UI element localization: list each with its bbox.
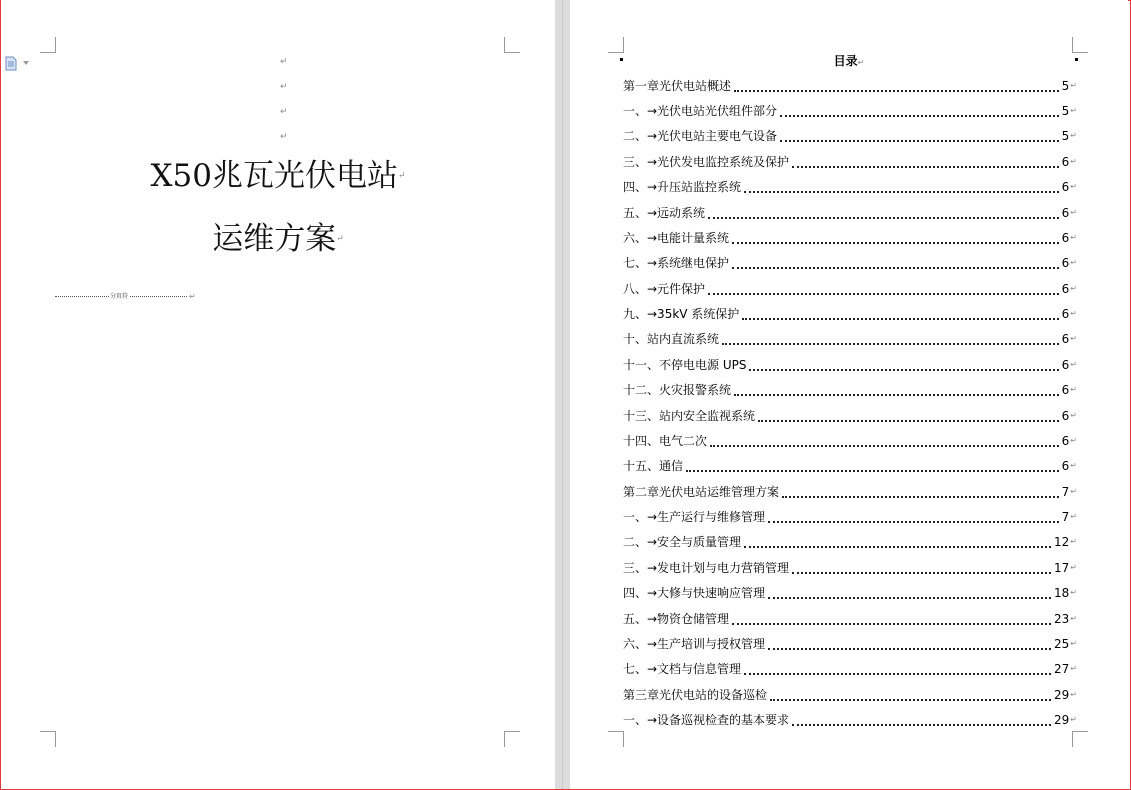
toc-heading-text: 目录 (833, 54, 858, 68)
toc-page-number: 6 (1061, 307, 1070, 322)
toc-entry[interactable] (623, 530, 1077, 555)
cover-page (1, 0, 555, 788)
paragraph-mark: ↵ (1070, 309, 1077, 319)
paragraph-mark: ↵ (189, 292, 196, 301)
crop-mark-top-left (40, 37, 56, 53)
toc-entry[interactable] (623, 200, 1077, 225)
paragraph-mark: ↵ (280, 57, 288, 67)
toc-dot-leader (792, 166, 1059, 168)
paragraph-mark: ↵ (1070, 80, 1077, 90)
toc-page-number: 7 (1061, 510, 1070, 525)
toc-dot-leader (708, 217, 1059, 219)
toc-dot-leader (744, 546, 1051, 548)
toc-page-number: 6 (1061, 230, 1070, 245)
toc-page-number: 6 (1061, 459, 1070, 474)
crop-mark-top-right (1072, 37, 1088, 53)
paragraph-mark: ↵ (1070, 613, 1077, 623)
toc-dot-leader (744, 191, 1059, 193)
toc-page-number: 5 (1061, 129, 1070, 144)
paragraph-mark: ↵ (1070, 258, 1077, 268)
toc-entry[interactable] (623, 454, 1077, 479)
toc-dot-leader (722, 343, 1059, 345)
toc-heading (570, 52, 1128, 69)
toc-entry-text: 二、→安全与质量管理 (623, 535, 742, 550)
toc-entry-text: 一、→生产运行与维修管理 (623, 510, 766, 525)
paragraph-mark: ↵ (1070, 156, 1077, 166)
toc-entry[interactable] (623, 73, 1077, 98)
toc-entry[interactable] (623, 403, 1077, 428)
toc-page-number: 5 (1061, 104, 1070, 119)
toc-dot-leader (792, 572, 1051, 574)
toc-dot-leader (782, 496, 1059, 498)
toc-dot-leader (686, 470, 1059, 472)
paragraph-mark: ↵ (280, 132, 288, 142)
toc-entry[interactable] (623, 301, 1077, 326)
toc-entry[interactable] (623, 225, 1077, 250)
toc-page-number: 6 (1061, 256, 1070, 271)
paragraph-mark: ↵ (1070, 207, 1077, 217)
toc-dot-leader (732, 267, 1059, 269)
toc-entry[interactable] (623, 98, 1077, 123)
paragraph-mark: ↵ (1070, 232, 1077, 242)
toc-entry[interactable] (623, 555, 1077, 580)
toc-dot-leader (732, 623, 1051, 625)
toc-entry[interactable] (623, 504, 1077, 529)
toc-page-number: 6 (1061, 180, 1070, 195)
toc-entry[interactable] (623, 251, 1077, 276)
toc-dot-leader (749, 369, 1058, 371)
toc-entry[interactable] (623, 479, 1077, 504)
toc-dot-leader (770, 699, 1051, 701)
toc-entry[interactable] (623, 707, 1077, 732)
toc-entry-text: 八、→元件保护 (623, 281, 706, 296)
toc-entry[interactable] (623, 124, 1077, 149)
toc-page-number: 6 (1061, 332, 1070, 347)
toc-page-number: 29 (1054, 687, 1070, 702)
toc-entry-text: 十三、站内安全监视系统 (623, 408, 756, 423)
toc-page (570, 0, 1128, 788)
paragraph-mark: ↵ (1070, 182, 1077, 192)
toc-entry[interactable] (623, 606, 1077, 631)
toc-page-number: 6 (1061, 281, 1070, 296)
toc-dot-leader (732, 242, 1059, 244)
paragraph-mark: ↵ (1070, 715, 1077, 725)
chevron-down-icon[interactable] (22, 60, 30, 66)
paragraph-mark: ↵ (1070, 512, 1077, 522)
paragraph-mark: ↵ (336, 234, 344, 244)
toc-entry[interactable] (623, 352, 1077, 377)
toc-page-number: 12 (1054, 535, 1070, 550)
toc-entry-text: 十、站内直流系统 (623, 332, 720, 347)
toc-entry[interactable] (623, 149, 1077, 174)
toc-entry-text: 七、→文档与信息管理 (623, 662, 742, 677)
toc-entry-text: 二、→光伏电站主要电气设备 (623, 129, 778, 144)
toc-entry-text: 十二、火灾报警系统 (623, 383, 732, 398)
toc-entry-text: 第二章光伏电站运维管理方案 (623, 484, 780, 499)
toc-page-number: 6 (1061, 357, 1070, 372)
toc-entry-text: 五、→物资仓储管理 (623, 611, 730, 626)
toc-page-number: 7 (1061, 484, 1070, 499)
paragraph-mark: ↵ (1070, 486, 1077, 496)
toc-entry[interactable] (623, 657, 1077, 682)
toc-entry-text: 第三章光伏电站的设备巡检 (623, 687, 768, 702)
toc-page-number: 6 (1061, 205, 1070, 220)
toc-page-number: 6 (1061, 154, 1070, 169)
toc-entry[interactable] (623, 631, 1077, 656)
toc-entry-text: 十四、电气二次 (623, 433, 708, 448)
toc-entry-text: 四、→升压站监控系统 (623, 180, 742, 195)
toc-page-number: 6 (1061, 408, 1070, 423)
toc-dot-leader (708, 293, 1059, 295)
paragraph-mark: ↵ (1070, 461, 1077, 471)
toc-dot-leader (768, 521, 1059, 523)
crop-mark-top-right (504, 37, 520, 53)
page-break[interactable] (55, 291, 195, 299)
toc-dot-leader (710, 445, 1059, 447)
toc-page-number: 25 (1054, 636, 1070, 651)
paragraph-mark: ↵ (1070, 689, 1077, 699)
paragraph-mark: ↵ (397, 171, 406, 181)
toc-dot-leader (742, 318, 1058, 320)
toc-page-number: 6 (1061, 433, 1070, 448)
title-line-2: 运维方案 (212, 221, 337, 257)
toc-entry-text: 一、→设备巡视检查的基本要求 (623, 713, 790, 728)
toc-dot-leader (792, 724, 1051, 726)
toc-entry[interactable] (623, 682, 1077, 707)
crop-mark-bottom-right (1072, 731, 1088, 747)
toc-entry-text: 一、→光伏电站光伏组件部分 (623, 104, 778, 119)
document-subtitle (1, 221, 555, 257)
toc-dot-leader (734, 394, 1059, 396)
toc-entry[interactable] (623, 175, 1077, 200)
toc-list (623, 73, 1077, 733)
toc-page-number: 29 (1054, 713, 1070, 728)
paragraph-mark: ↵ (857, 58, 865, 67)
toc-entry-text: 三、→发电计划与电力营销管理 (623, 560, 790, 575)
paragraph-mark: ↵ (1070, 385, 1077, 395)
paragraph-mark: ↵ (1070, 410, 1077, 420)
toc-dot-leader (780, 115, 1059, 117)
toc-entry-text: 十一、不停电电源 UPS (623, 357, 747, 372)
crop-mark-bottom-right (504, 731, 520, 747)
toc-entry-text: 五、→远动系统 (623, 205, 706, 220)
toc-page-number: 5 (1061, 78, 1070, 93)
toc-entry-text: 十五、通信 (623, 459, 684, 474)
paragraph-mark: ↵ (1070, 562, 1077, 572)
toc-entry-text: 六、→电能计量系统 (623, 230, 730, 245)
toc-entry[interactable] (623, 327, 1077, 352)
paragraph-mark: ↵ (280, 107, 288, 117)
toc-page-number: 27 (1054, 662, 1070, 677)
page-separator (562, 0, 563, 789)
paragraph-mark: ↵ (1070, 283, 1077, 293)
toc-entry-text: 四、→大修与快速响应管理 (623, 586, 766, 601)
title-line-1: X50兆瓦光伏电站 (150, 158, 398, 194)
toc-entry-text: 六、→生产培训与授权管理 (623, 636, 766, 651)
toc-entry-text: 三、→光伏发电监控系统及保护 (623, 154, 790, 169)
paragraph-mark: ↵ (1070, 106, 1077, 116)
toc-dot-leader (780, 140, 1059, 142)
toc-dot-leader (768, 597, 1051, 599)
paragraph-mark: ↵ (280, 82, 288, 92)
toc-entry-text: 第一章光伏电站概述 (623, 78, 732, 93)
paragraph-mark: ↵ (1070, 334, 1077, 344)
crop-mark-bottom-left (40, 731, 56, 747)
toc-dot-leader (734, 90, 1059, 92)
toc-page-number: 17 (1054, 560, 1070, 575)
toc-dot-leader (768, 648, 1051, 650)
document-icon[interactable] (5, 56, 19, 72)
toc-page-number: 23 (1054, 611, 1070, 626)
toc-entry-text: 七、→系统继电保护 (623, 256, 730, 271)
document-title (1, 158, 555, 194)
crop-mark-bottom-left (608, 731, 624, 747)
toc-entry[interactable] (623, 276, 1077, 301)
toc-entry-text: 九、→35kV 系统保护 (623, 307, 740, 322)
toc-dot-leader (758, 420, 1059, 422)
toc-entry[interactable] (623, 428, 1077, 453)
toc-entry[interactable] (623, 378, 1077, 403)
paragraph-mark: ↵ (1070, 638, 1077, 648)
crop-mark-top-left (608, 37, 624, 53)
paragraph-mark: ↵ (1070, 664, 1077, 674)
toc-dot-leader (744, 673, 1051, 675)
toc-page-number: 6 (1061, 383, 1070, 398)
paragraph-mark: ↵ (1070, 131, 1077, 141)
page-break-label: 分页符 (110, 293, 129, 300)
paragraph-mark: ↵ (1070, 588, 1077, 598)
paragraph-mark: ↵ (1070, 537, 1077, 547)
paragraph-mark: ↵ (1070, 359, 1077, 369)
toc-page-number: 18 (1054, 586, 1070, 601)
toc-entry[interactable] (623, 581, 1077, 606)
paragraph-mark: ↵ (1070, 435, 1077, 445)
